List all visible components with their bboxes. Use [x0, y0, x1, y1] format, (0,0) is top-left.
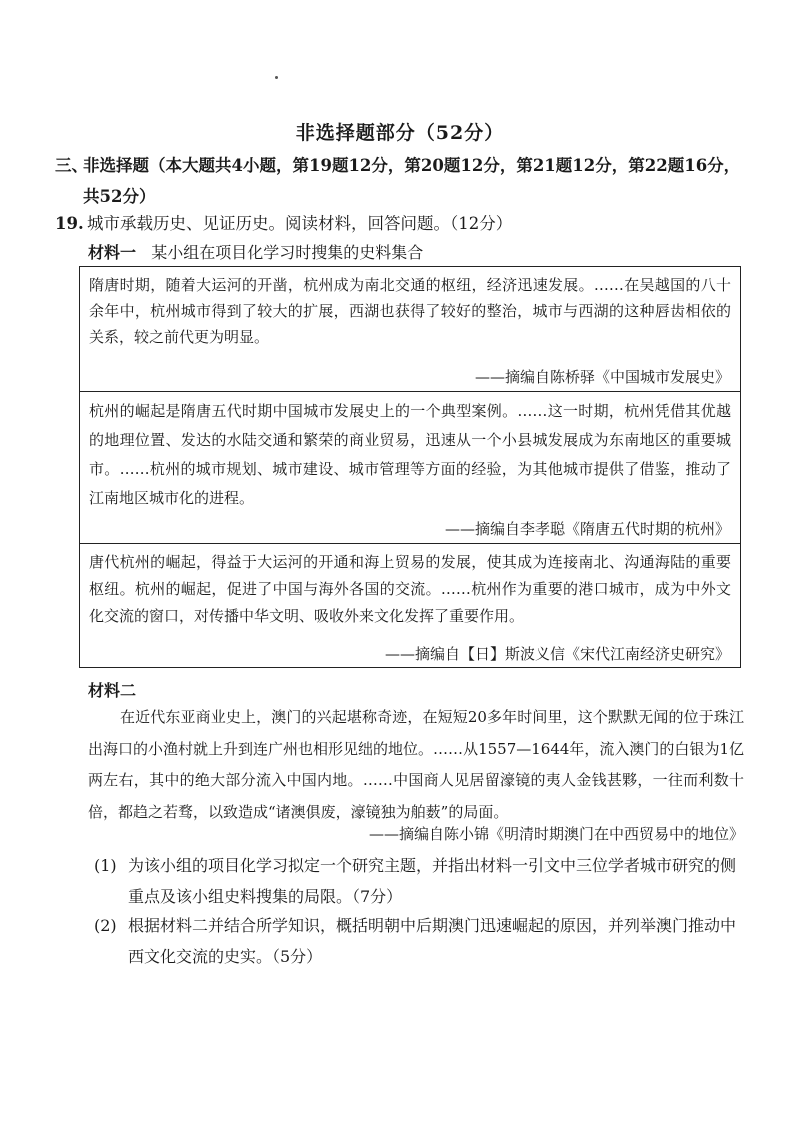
sub-question-1: [94, 850, 746, 912]
material-2-label: 材料二: [88, 681, 137, 700]
part-line-1: 非选择题（本大题共4小题，第19题12分，第20题12分，第21题12分，第22题16分，: [83, 156, 741, 175]
part-heading: [55, 150, 760, 212]
sub-question-2-line-2: 西文化交流的史实。（5分）: [128, 947, 323, 966]
excerpt-box-3: [79, 544, 741, 668]
material-1-title: 某小组在项目化学习时搜集的史料集合: [151, 243, 424, 262]
sub-question-2-line-1: 根据材料二并结合所学知识，概括明朝中后期澳门迅速崛起的原因，并列举澳门推动中: [128, 916, 737, 935]
material-1-label: [88, 242, 423, 264]
excerpt-source-2: ——摘编自李孝聪《隋唐五代时期的杭州》: [444, 520, 730, 538]
question-19: [55, 212, 512, 236]
question-number: 19.: [55, 214, 84, 233]
question-stem: 城市承载历史、见证历史。阅读材料，回答问题。（12分）: [87, 214, 513, 233]
excerpt-box-2: [79, 392, 741, 544]
excerpt-text-3: 唐代杭州的崛起，得益于大运河的开通和海上贸易的发展，使其成为连接南北、沟通海陆的重要枢纽。杭州的崛起，促进了中国与海外各国的交流。……杭州作为重要的港口城市，成为中外文化交流的窗口，对传播中华文明、吸收外来文化发挥了重要作用。: [89, 553, 731, 625]
material-2-text: 在近代东亚商业史上，澳门的兴起堪称奇迹，在短短20多年时间里，这个默默无闻的位于珠江出海口的小渔村就上升到连广州也相形见绌的地位。……从1557—1644年，流入澳门的白银为1亿两左右，其中的绝大部分流入中国内地。……中国商人见居留濠镜的夷人金钱甚夥，一往而利数十倍，都趋之若骛，以致造成“诸澳俱废，濠镜独为舶薮”的局面。: [88, 708, 744, 821]
part-number: 三、: [55, 156, 88, 175]
sub-question-2-number: (2): [94, 916, 117, 935]
excerpt-source-1: ——摘编自陈桥驿《中国城市发展史》: [474, 368, 730, 386]
excerpt-source-3: ——摘编自【日】斯波义信《宋代江南经济史研究》: [384, 645, 730, 663]
scan-speck: [275, 76, 278, 79]
excerpt-text-1: 隋唐时期，随着大运河的开凿，杭州成为南北交通的枢纽，经济迅速发展。……在吴越国的八十余年中，杭州城市得到了较大的扩展，西湖也获得了较好的整治，城市与西湖的这种唇齿相依的关系，较之前代更为明显。: [89, 276, 731, 346]
excerpt-text-2: 杭州的崛起是隋唐五代时期中国城市发展史上的一个典型案例。……这一时期，杭州凭借其优越的地理位置、发达的水陆交通和繁荣的商业贸易，迅速从一个小县城发展成为东南地区的重要城市。……杭州的城市规划、城市建设、城市管理等方面的经验，为其他城市提供了借鉴，推动了江南地区城市化的进程。: [89, 402, 731, 507]
sub-question-1-number: (1): [94, 856, 117, 875]
excerpt-box-1: [79, 266, 741, 392]
material-2-source: ——摘编自陈小锦《明清时期澳门在中西贸易中的地位》: [368, 825, 744, 843]
part-line-2: 共52分）: [83, 187, 156, 206]
sub-question-1-line-2: 重点及该小组史料搜集的局限。（7分）: [128, 887, 403, 906]
material-1-name: 材料一: [88, 243, 137, 262]
sub-question-1-line-1: 为该小组的项目化学习拟定一个研究主题，并指出材料一引文中三位学者城市研究的侧: [128, 856, 737, 875]
section-title: 非选择题部分（52分）: [295, 122, 505, 144]
sub-question-2: [94, 910, 746, 972]
